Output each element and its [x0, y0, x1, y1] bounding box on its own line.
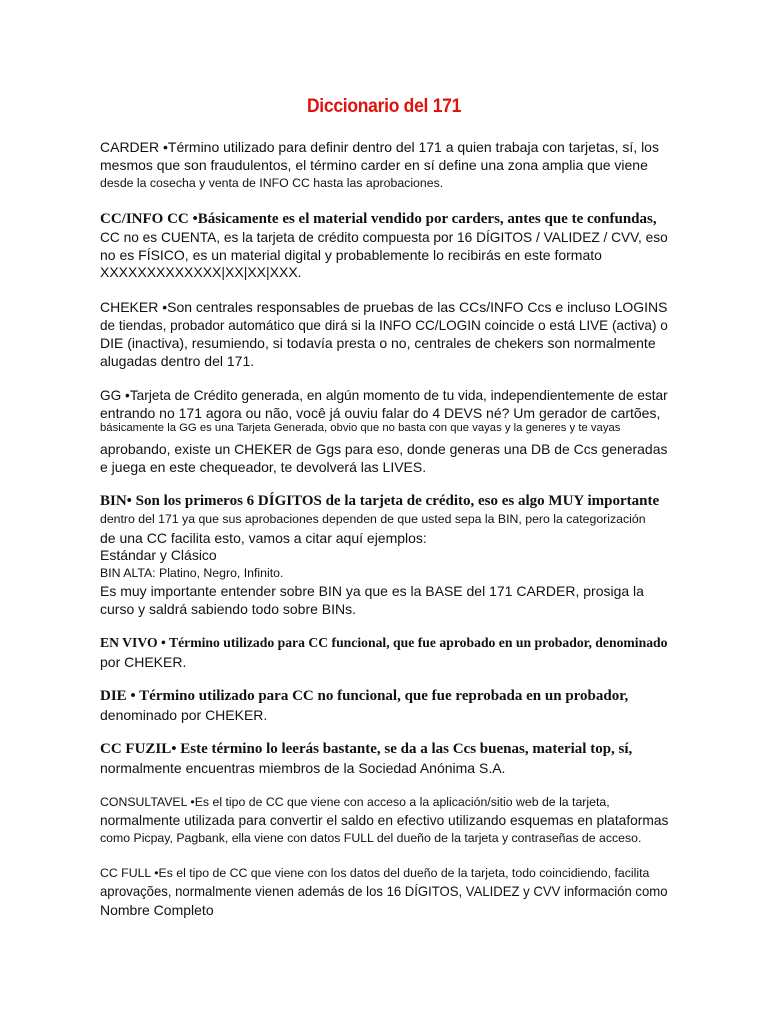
paragraph-line: alugadas dentro del 171. [100, 353, 255, 369]
paragraph-line: Estándar y Clásico [100, 547, 217, 563]
paragraph-line: normalmente utilizada para convertir el saldo en efectivo utilizando esquemas en plataformas [100, 812, 669, 828]
paragraph-line: CHEKER •Son centrales responsables de pruebas de las CCs/INFO Ccs e incluso LOGINS [100, 299, 668, 315]
paragraph-line: BIN• Son los primeros 6 DÍGITOS de la tarjeta de crédito, eso es algo MUY importante [100, 493, 660, 509]
paragraph-line: CC FUZIL• Este término lo leerás bastante, se da a las Ccs buenas, material top, sí, [100, 741, 633, 757]
paragraph-line: e juega en este chequeador, te devolverá las LIVES. [100, 459, 427, 475]
paragraph-line: denominado por CHEKER. [100, 707, 268, 723]
paragraph-line: Es muy importante entender sobre BIN ya que es la BASE del 171 CARDER, prosiga la [100, 583, 644, 599]
paragraph-line: de una CC facilita esto, vamos a citar aquí ejemplos: [100, 530, 427, 546]
paragraph-line: DIE (inactiva), resumiendo, si todavía presta o no, centrales de chekers son normalmente [100, 335, 656, 351]
paragraph-line: aprobando, existe un CHEKER de Ggs para eso, donde generas una DB de Ccs generadas [100, 441, 668, 457]
paragraph-line: desde la cosecha y venta de INFO CC hasta las aprobaciones. [100, 176, 444, 190]
paragraph-line: XXXXXXXXXXXXX|XX|XX|XXX. [100, 264, 302, 280]
paragraph-line: CC/INFO CC •Básicamente es el material vendido por carders, antes que te confundas, [100, 211, 657, 227]
paragraph-line: normalmente encuentras miembros de la Sociedad Anónima S.A. [100, 760, 506, 776]
paragraph-line: por CHEKER. [100, 654, 187, 670]
paragraph-line: CARDER •Término utilizado para definir dentro del 171 a quien trabaja con tarjetas, sí, los [100, 139, 659, 155]
paragraph-line: entrando no 171 agora ou não, você já ouviu falar do 4 DEVS né? Um gerador de cartões, [100, 405, 661, 421]
paragraph-line: DIE • Término utilizado para CC no funcional, que fue reprobada en un probador, [100, 688, 629, 704]
paragraph-line: aprovações, normalmente vienen además de los 16 DÍGITOS, VALIDEZ y CVV información como [100, 883, 668, 899]
paragraph-line: mesmos que son fraudulentos, el término carder en sí define una zona amplia que viene [100, 157, 648, 173]
paragraph-line: Nombre Completo [100, 902, 214, 918]
paragraph-line: curso y saldrá sabiendo todo sobre BINs. [100, 601, 357, 617]
paragraph-line: como Picpay, Pagbank, ella viene con datos FULL del dueño de la tarjeta y contraseñas de acceso. [100, 831, 642, 845]
paragraph-line: de tiendas, probador automático que dirá si la INFO CC/LOGIN coincide o está LIVE (activa) o [100, 317, 668, 333]
paragraph-line: CC no es CUENTA, es la tarjeta de crédito compuesta por 16 DÍGITOS / VALIDEZ / CVV, eso [100, 229, 668, 245]
paragraph-line: CONSULTAVEL •Es el tipo de CC que viene con acceso a la aplicación/sitio web de la tarjeta, [100, 795, 610, 809]
paragraph-line: básicamente la GG es una Tarjeta Generada, obvio que no basta con que vayas y la generes y te vayas [100, 422, 621, 434]
paragraph-line: dentro del 171 ya que sus aprobaciones dependen de que usted sepa la BIN, pero la categorización [100, 512, 646, 526]
document-title: Diccionario del 171 [306, 96, 462, 117]
paragraph-line: EN VIVO • Término utilizado para CC funcional, que fue aprobado en un probador, denominado [100, 635, 668, 650]
paragraph-line: no es FÍSICO, es un material digital y probablemente lo recibirás en este formato [100, 247, 602, 263]
paragraph-line: CC FULL •Es el tipo de CC que viene con los datos del dueño de la tarjeta, todo coincidiendo, facilita [100, 866, 650, 880]
paragraph-line: BIN ALTA: Platino, Negro, Infinito. [100, 566, 284, 580]
paragraph-line: GG •Tarjeta de Crédito generada, en algún momento de tu vida, independientemente de estar [100, 387, 668, 403]
